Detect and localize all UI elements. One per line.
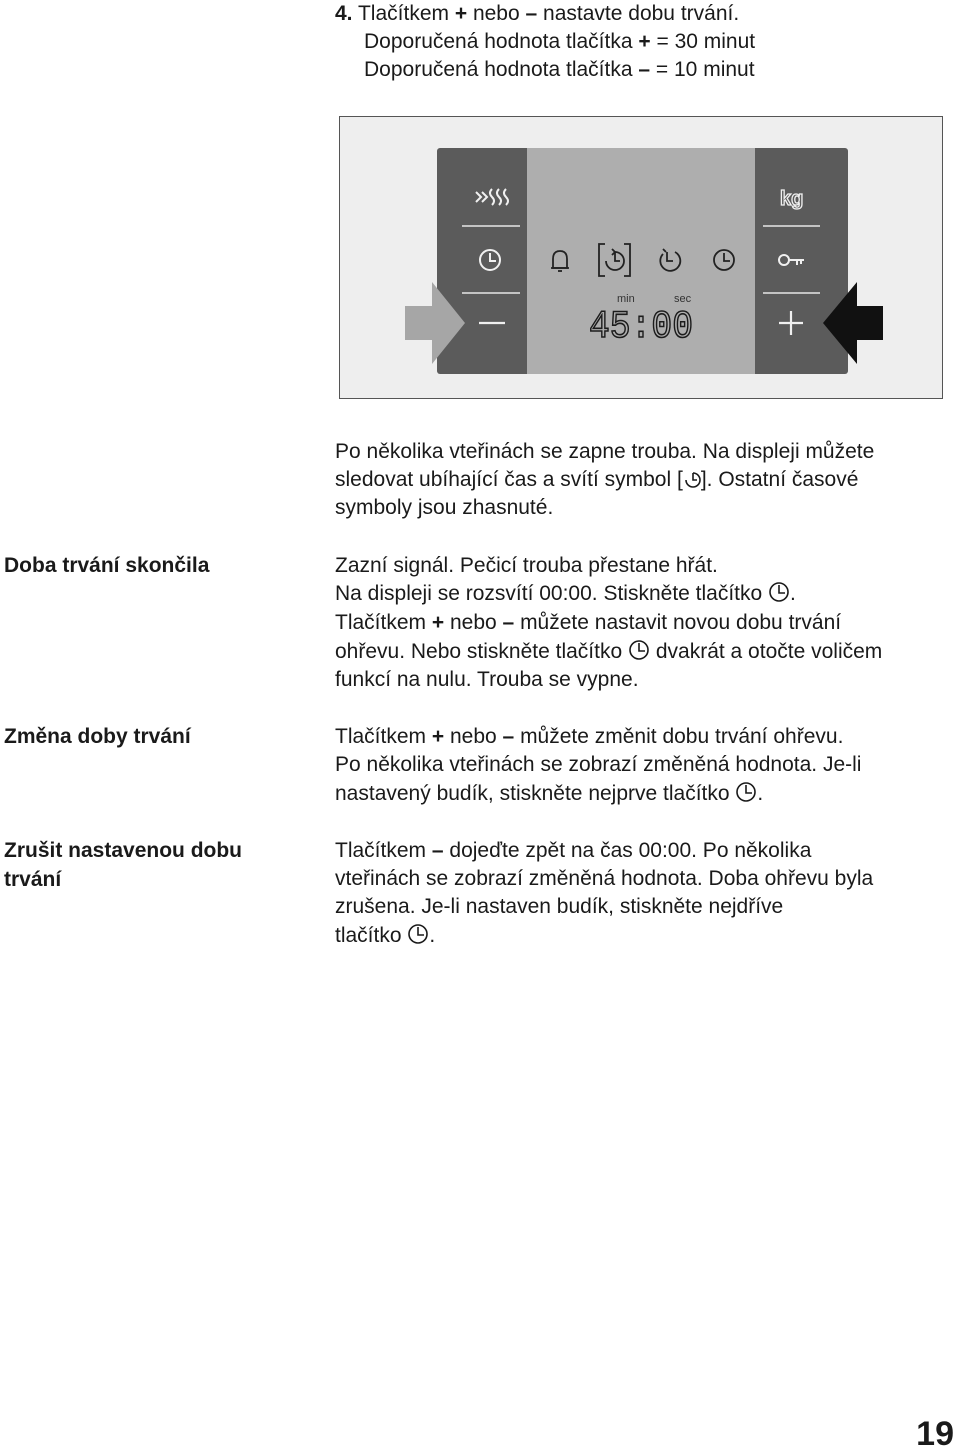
duration-symbol-icon: [683, 469, 701, 489]
fast-preheat-icon[interactable]: [476, 189, 508, 205]
control-panel-graphics: [0, 0, 960, 420]
ended-line-2: Na displeji se rozsvítí 00:00. Stiskněte tlačítko .: [335, 582, 796, 605]
plus-button[interactable]: [779, 311, 803, 335]
clock-icon: [714, 250, 734, 270]
sec-label: sec: [674, 293, 692, 305]
ended-line-1: Zazní signál. Pečicí trouba přestane hřát.: [335, 554, 718, 577]
heading-ended: Doba trvání skončila: [4, 554, 210, 577]
page-number: 19: [916, 1415, 954, 1453]
end-time-icon: [660, 249, 680, 271]
heading-cancel: Zrušit nastavenou dobu trvání: [4, 839, 243, 891]
after-start-line-1: Po několika vteřinách se zapne trouba. Na displeji můžete: [335, 440, 875, 463]
arrow-grey-icon: [405, 282, 465, 364]
clock-button-icon[interactable]: [480, 250, 500, 270]
bell-icon: [551, 251, 569, 271]
cancel-line-4: tlačítko .: [335, 924, 436, 947]
change-line-3: nastavený budík, stiskněte nejprve tlačítko .: [335, 782, 764, 805]
change-line-1: Tlačítkem + nebo – můžete změnit dobu trvání ohřevu.: [335, 725, 844, 748]
clock-icon: [735, 781, 757, 803]
time-readout: 45:00: [589, 305, 693, 349]
ended-line-4: ohřevu. Nebo stiskněte tlačítko dvakrát a otočte voličem: [335, 640, 883, 663]
ended-line-3: Tlačítkem + nebo – můžete nastavit novou dobu trvání: [335, 611, 842, 634]
min-label: min: [617, 293, 635, 305]
cancel-line-1: Tlačítkem – dojeďte zpět na čas 00:00. Po několika: [335, 839, 812, 862]
cancel-line-2: vteřinách se zobrazí změněná hodnota. Doba ohřevu byla: [335, 867, 874, 890]
step-line-2: Doporučená hodnota tlačítka + = 30 minut: [364, 30, 756, 53]
step-number: 4.: [335, 2, 353, 25]
duration-icon: [599, 244, 630, 276]
kg-button[interactable]: kg: [780, 188, 804, 210]
heading-change: Změna doby trvání: [4, 725, 191, 748]
after-start-line-2: sledovat ubíhající čas a svítí symbol [ ]. Ostatní časové: [335, 468, 859, 491]
after-start-line-3: symboly jsou zhasnuté.: [335, 496, 554, 519]
change-line-2: Po několika vteřinách se zobrazí změněná hodnota. Je-li: [335, 753, 862, 776]
step-line-1: 4. Tlačítkem + nebo – nastavte dobu trvání.: [335, 2, 740, 25]
step-line-3: Doporučená hodnota tlačítka – = 10 minut: [364, 58, 755, 81]
arrow-black-icon: [823, 282, 883, 364]
cancel-line-3: zrušena. Je-li nastaven budík, stiskněte nejdříve: [335, 895, 784, 918]
ended-line-5: funkcí na nulu. Trouba se vypne.: [335, 668, 639, 691]
clock-icon: [768, 581, 790, 603]
clock-icon: [407, 923, 429, 945]
key-icon[interactable]: [779, 255, 804, 265]
clock-icon: [628, 639, 650, 661]
